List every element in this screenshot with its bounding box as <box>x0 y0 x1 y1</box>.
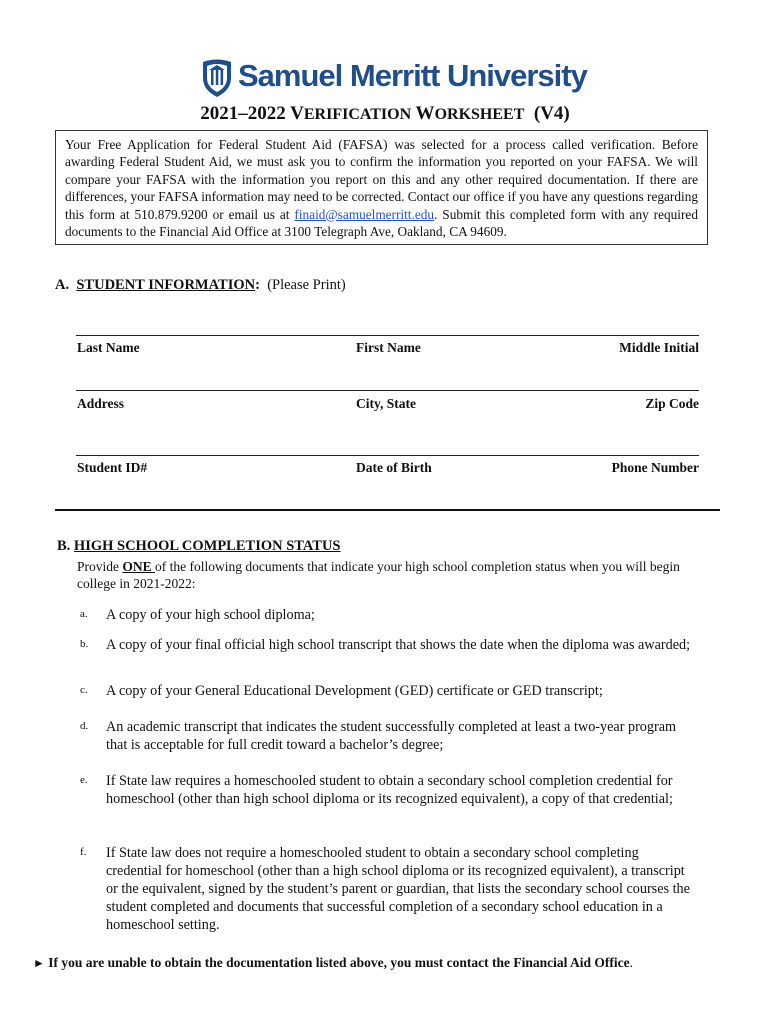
first-name-label: First Name <box>356 340 421 355</box>
middle-initial-label: Middle Initial <box>619 340 699 355</box>
address-label: Address <box>77 396 125 411</box>
university-logo <box>200 58 587 102</box>
section-a-letter: A. <box>55 277 70 293</box>
zip-code-label: Zip Code <box>645 396 699 411</box>
list-item-text: A copy of your high school diploma; <box>106 607 315 623</box>
university-name: Samuel Merritt University <box>238 58 587 93</box>
section-b-intro-rest: of the following documents that indicate your high school completion status when you will begin college in 2021-2022: <box>77 559 680 591</box>
list-item-text: If State law does not require a homeschooled student to obtain a secondary school completing credential for homeschool (other than a high school diploma or its recognized equivalent), a transcript or the equivalent, signed by the student’s parent or guardian, that lists the secondary school courses the student completed and documents that successful completion of a secondary school education in a homeschool setting. <box>106 845 690 933</box>
section-a-colon: : <box>255 277 260 293</box>
list-item-label: d. <box>80 720 89 732</box>
address-entry-line[interactable] <box>76 390 699 391</box>
list-item-text: An academic transcript that indicates the student successfully completed at least a two-year program that is acceptable for full credit toward a bachelor’s degree; <box>106 719 677 753</box>
page-title <box>0 103 770 125</box>
list-item-label: a. <box>80 608 88 620</box>
name-entry-line[interactable] <box>76 335 699 336</box>
id-entry-line[interactable] <box>76 455 699 456</box>
list-item-text: A copy of your General Educational Development (GED) certificate or GED transcript; <box>106 683 603 699</box>
emphasis-one: ONE <box>122 559 156 574</box>
section-a-note: (Please Print) <box>267 277 346 293</box>
last-name-label: Last Name <box>77 340 140 355</box>
phone-number-label: Phone Number <box>611 460 699 475</box>
list-item-label: c. <box>80 684 88 696</box>
title-word-2: ORKSHEET <box>434 106 525 123</box>
section-b-intro-text: Provide <box>77 559 123 574</box>
title-mid: W <box>411 103 435 124</box>
section-a-heading <box>55 277 346 294</box>
closing-text: If you are unable to obtain the documentation listed above, you must contact the Financial Aid Office <box>44 955 630 970</box>
arrow-bullet-icon: ► <box>33 956 45 970</box>
closing-note <box>33 955 633 971</box>
section-b-intro <box>77 558 697 592</box>
list-item-text: If State law requires a homeschooled student to obtain a secondary school completion credential for homeschool (other than high school diploma or its recognized equivalent), a copy of that credential; <box>106 773 673 807</box>
intro-notice-box <box>55 130 708 245</box>
student-id-label: Student ID# <box>77 460 148 475</box>
date-of-birth-label: Date of Birth <box>356 460 432 475</box>
email-link[interactable]: finaid@samuelmerritt.edu <box>294 206 435 222</box>
title-year: 2021–2022 V <box>200 103 304 124</box>
title-version: (V4) <box>533 103 570 124</box>
intro-text: Your Free Application for Federal Student Aid (FAFSA) was selected for a process called verification. Before awarding Federal Student Aid, we must ask you to confirm the information you reported on your FAFSA. We will compare your FAFSA with the information you report on this and any other required documentation. If there are differences, your FAFSA information may need to be corrected. Contact our office if you have any questions regarding this form at 510.879.9200 or email us at <box>65 137 698 222</box>
section-divider <box>55 509 720 511</box>
list-item-text: A copy of your final official high school transcript that shows the date when the diploma was awarded; <box>106 637 691 653</box>
section-a-title: STUDENT INFORMATION <box>76 277 256 293</box>
section-b-title: HIGH SCHOOL COMPLETION STATUS <box>73 538 341 554</box>
list-item-label: f. <box>80 846 87 858</box>
intro-text-end: . Submit this completed form with any required documents to the Financial Aid Office at 3100 Telegraph Ave, Oakland, CA 94609. <box>65 206 698 240</box>
city-state-label: City, State <box>356 396 416 411</box>
section-b-heading <box>57 538 340 555</box>
title-word-1: ERIFICATION <box>303 106 412 123</box>
list-item-label: b. <box>80 638 89 650</box>
university-shield-icon <box>200 58 234 98</box>
list-item-label: e. <box>80 774 88 786</box>
closing-period: . <box>629 955 634 970</box>
section-b-letter: B. <box>57 538 71 554</box>
